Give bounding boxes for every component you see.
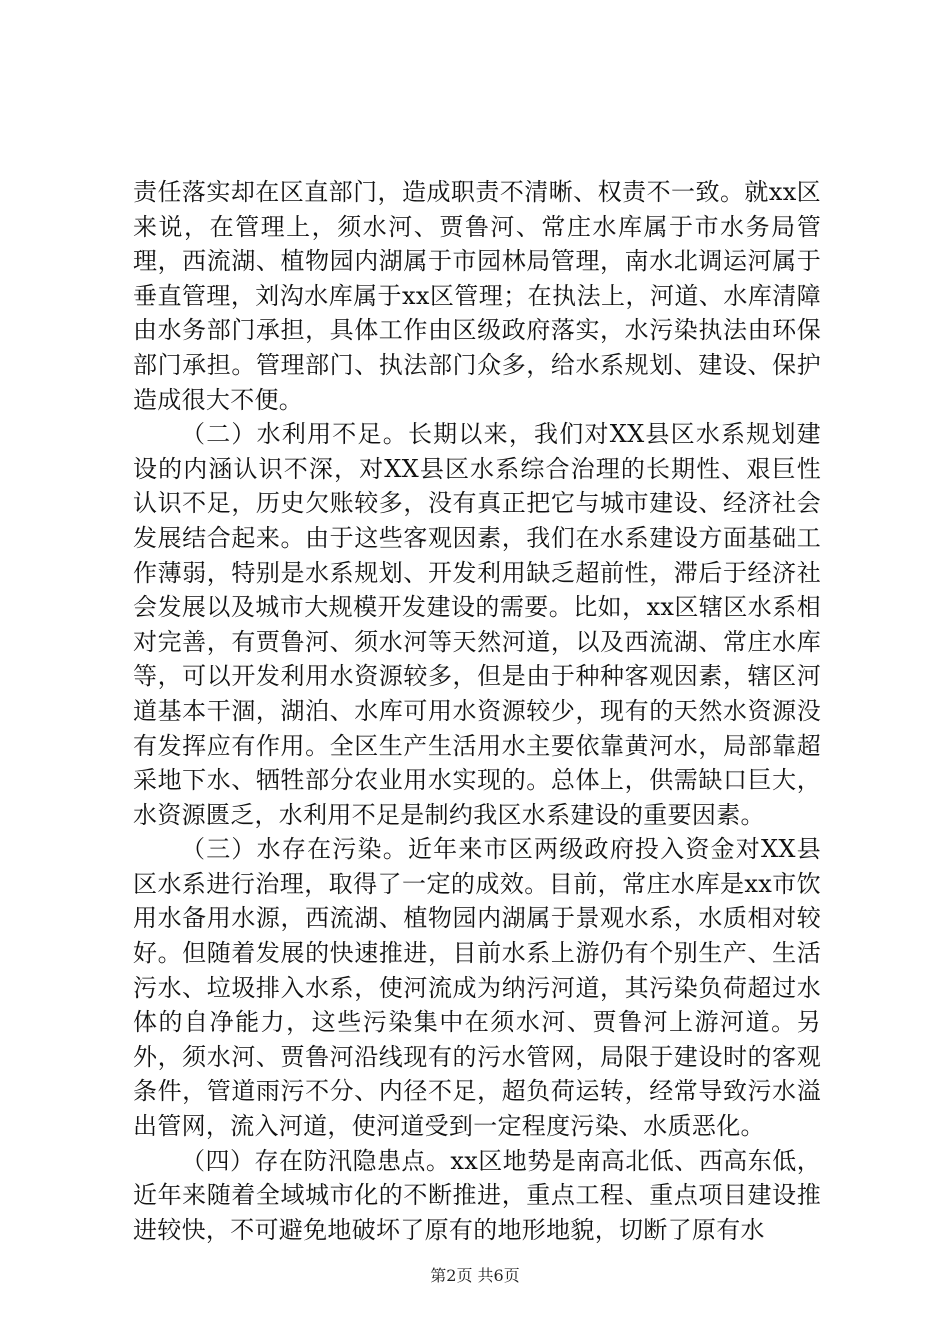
paragraph-4: （四）存在防汛隐患点。xx区地势是南高北低、西高东低，近年来随着全域城市化的不断推进，重点工程、重点项目建设推进较快，不可避免地破坏了原有的地形地貌，切断了原有水 (133, 1146, 821, 1244)
paragraph-1: 责任落实却在区直部门，造成职责不清晰、权责不一致。就xx区来说，在管理上，须水河、贾鲁河、常庄水库属于市水务局管理，西流湖、植物园内湖属于市园林局管理，南水北调运河属于垂直管理，刘沟水库属于xx区管理；在执法上，河道、水库清障由水务部门承担，具体工作由区级政府落实，水污染执法由环保部门承担。管理部门、执法部门众多，给水系规划、建设、保护造成很大不便。 (133, 178, 821, 414)
page-number-footer: 第2页 共6页 (430, 1266, 520, 1285)
document-body (133, 175, 821, 1247)
paragraph-3: （三）水存在污染。近年来市区两级政府投入资金对XX县区水系进行治理，取得了一定的成效。目前，常庄水库是xx市饮用水备用水源，西流湖、植物园内湖属于景观水系，水质相对较好。但随着发展的快速推进，目前水系上游仍有个别生产、生活污水、垃圾排入水系，使河流成为纳污河道，其污染负荷超过水体的自净能力，这些污染集中在须水河、贾鲁河上游河道。另外，须水河、贾鲁河沿线现有的污水管网，局限于建设时的客观条件，管道雨污不分、内径不足，超负荷运转，经常导致污水溢出管网，流入河道，使河道受到一定程度污染、水质恶化。 (133, 835, 821, 1141)
paragraph-2: （二）水利用不足。长期以来，我们对XX县区水系规划建设的内涵认识不深，对XX县区水系综合治理的长期性、艰巨性认识不足，历史欠账较多，没有真正把它与城市建设、经济社会发展结合起来。由于这些客观因素，我们在水系建设方面基础工作薄弱，特别是水系规划、开发利用缺乏超前性，滞后于经济社会发展以及城市大规模开发建设的需要。比如，xx区辖区水系相对完善，有贾鲁河、须水河等天然河道，以及西流湖、常庄水库等，可以开发利用水资源较多，但是由于种种客观因素，辖区河道基本干涸，湖泊、水库可用水资源较少，现有的天然水资源没有发挥应有作用。全区生产生活用水主要依靠黄河水，局部靠超采地下水、牺牲部分农业用水实现的。总体上，供需缺口巨大，水资源匮乏，水利用不足是制约我区水系建设的重要因素。 (133, 420, 821, 829)
